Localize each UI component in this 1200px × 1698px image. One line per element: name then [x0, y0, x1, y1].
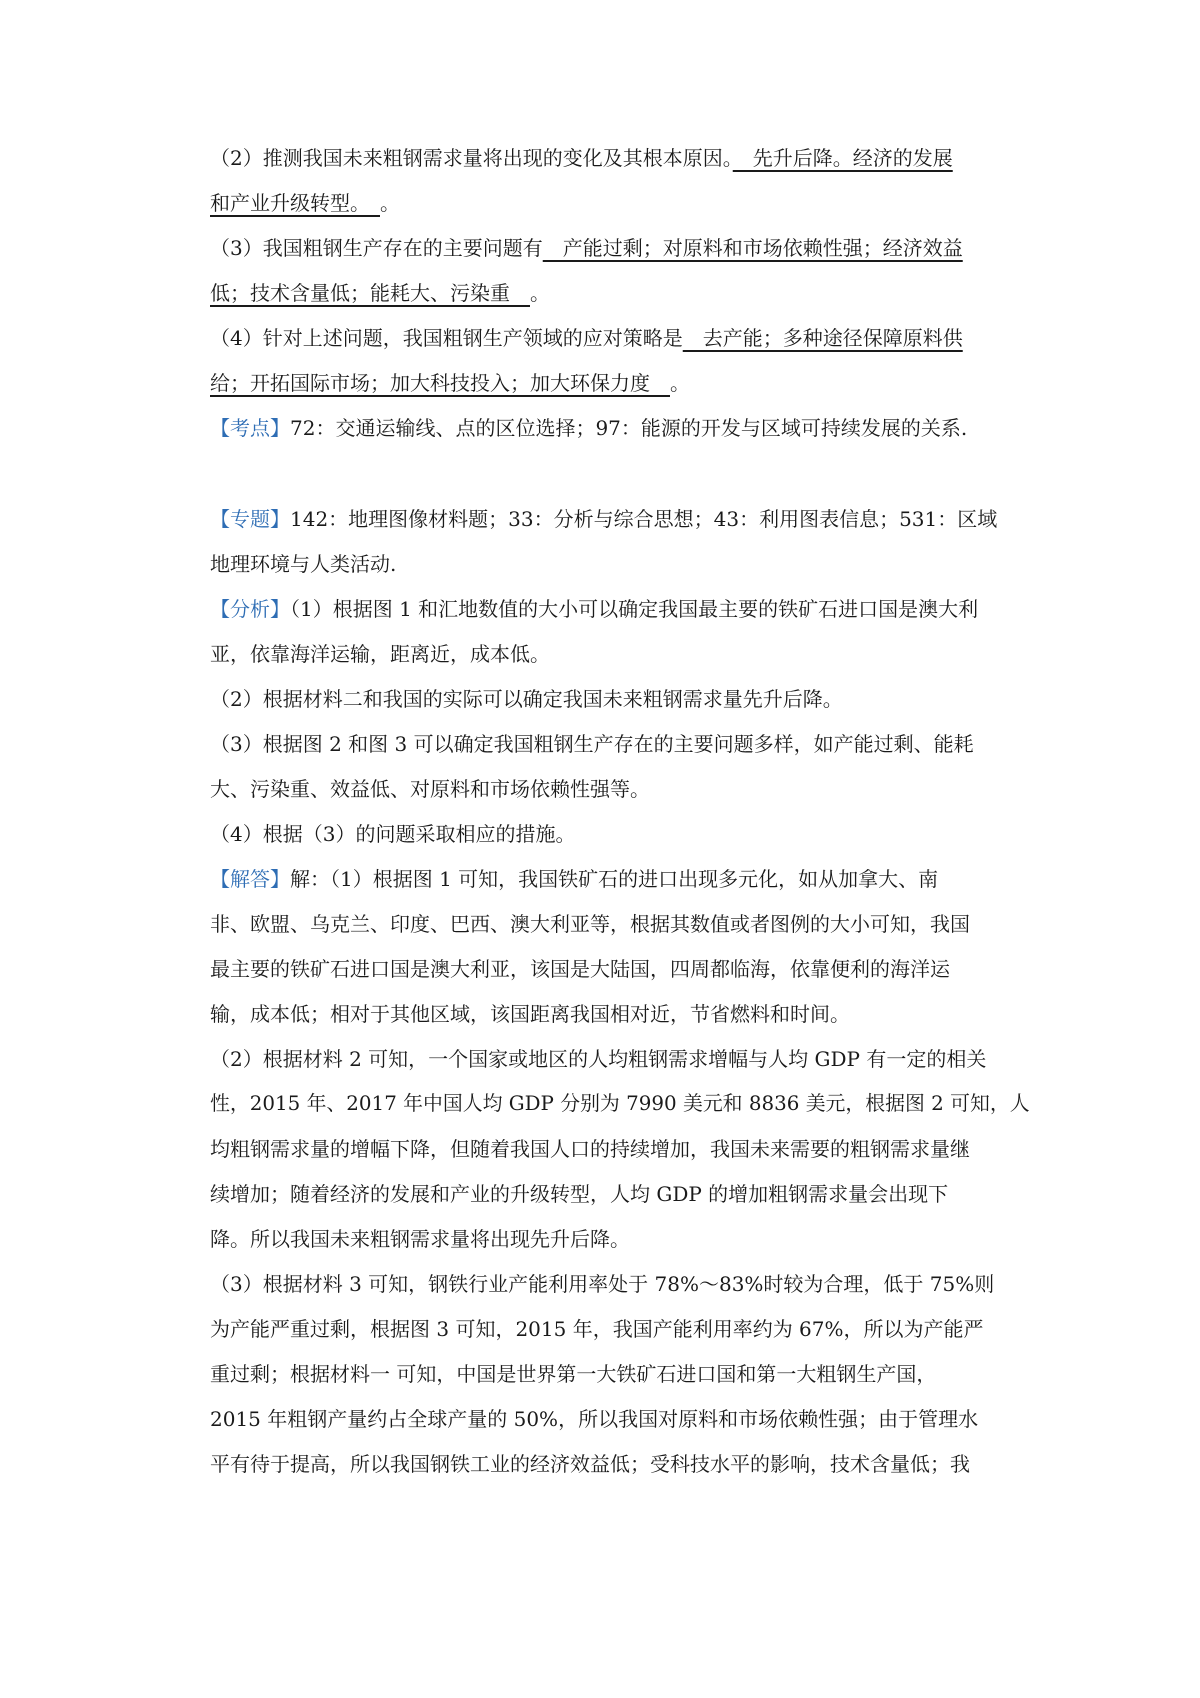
jieda-p3-line-5: 平有待于提高，所以我国钢铁工业的经济效益低；受科技水平的影响，技术含量低；我 — [210, 1452, 970, 1476]
fenxi-p3-line-1: （3）根据图 2 和图 3 可以确定我国粗钢生产存在的主要问题多样，如产能过剩、能耗 — [210, 732, 974, 756]
fenxi-p2: （2）根据材料二和我国的实际可以确定我国未来粗钢需求量先升后降。 — [210, 687, 843, 711]
fenxi-line-1 — [210, 594, 1020, 624]
q4-answer-part-2: 给；开拓国际市场；加大科技投入；加大环保力度 — [210, 371, 670, 395]
q4-answer-part-1: 去产能；多种途径保障原料供 — [682, 326, 963, 350]
q2-line-1 — [210, 143, 1020, 173]
q4-prefix: （4）针对上述问题，我国粗钢生产领域的应对策略是 — [210, 326, 683, 350]
jieda-p3-line-1: （3）根据材料 3 可知，钢铁行业产能利用率处于 78%～83%时较为合理，低于 75%则 — [210, 1272, 995, 1296]
fenxi-p1-line-2: 亚，依靠海洋运输，距离近，成本低。 — [210, 642, 550, 666]
q3-line-2 — [210, 278, 1020, 308]
jieda-p2-line-5: 降。所以我国未来粗钢需求量将出现先升后降。 — [210, 1227, 630, 1251]
jieda-p1-text-1: 解：（1）根据图 1 可知，我国铁矿石的进口出现多元化，如从加拿大、南 — [290, 867, 939, 891]
q3-line-1 — [210, 233, 1020, 263]
jieda-p2-line-2: 性，2015 年、2017 年中国人均 GDP 分别为 7990 美元和 8836 美元，根据图 2 可知，人 — [210, 1092, 1030, 1115]
q2-answer-part-2: 和产业升级转型。 — [210, 191, 380, 215]
zhuanti-line-2: 地理环境与人类活动. — [210, 552, 397, 576]
q2-answer-part-1: 先升后降。经济的发展 — [732, 146, 953, 170]
jieda-p1-line-3: 最主要的铁矿石进口国是澳大利亚，该国是大陆国，四周都临海，依靠便利的海洋运 — [210, 957, 950, 981]
kaodian-label: 【考点】 — [210, 416, 290, 440]
q3-prefix: （3）我国粗钢生产存在的主要问题有 — [210, 236, 543, 260]
q4-line-1 — [210, 323, 1020, 353]
q2-end: 。 — [380, 191, 400, 215]
jieda-p2-line-3: 均粗钢需求量的增幅下降，但随着我国人口的持续增加，我国未来需要的粗钢需求量继 — [210, 1137, 970, 1161]
jieda-p1-line-2: 非、欧盟、乌克兰、印度、巴西、澳大利亚等，根据其数值或者图例的大小可知，我国 — [210, 912, 970, 936]
q3-end: 。 — [530, 281, 550, 305]
jieda-p2-line-1: （2）根据材料 2 可知，一个国家或地区的人均粗钢需求增幅与人均 GDP 有一定的相关 — [210, 1047, 987, 1071]
jieda-p3-line-3: 重过剩；根据材料一 可知，中国是世界第一大铁矿石进口国和第一大粗钢生产国， — [210, 1362, 937, 1386]
jieda-p3-line-2: 为产能严重过剩，根据图 3 可知，2015 年，我国产能利用率约为 67%，所以为产能严 — [210, 1317, 984, 1341]
q4-end: 。 — [670, 371, 690, 395]
zhuanti-label: 【专题】 — [210, 507, 290, 531]
kaodian-line — [210, 413, 1020, 443]
jieda-p3-line-4: 2015 年粗钢产量约占全球产量的 50%，所以我国对原料和市场依赖性强；由于管理水 — [210, 1407, 979, 1431]
q3-answer-part-1: 产能过剩；对原料和市场依赖性强；经济效益 — [542, 236, 963, 260]
q2-line-2 — [210, 188, 1020, 218]
fenxi-p1-text-1: （1）根据图 1 和汇地数值的大小可以确定我国最主要的铁矿石进口国是澳大利 — [290, 597, 979, 621]
fenxi-label: 【分析】 — [210, 597, 290, 621]
jieda-line-1 — [210, 864, 1020, 894]
q3-answer-part-2: 低；技术含量低；能耗大、污染重 — [210, 281, 530, 305]
jieda-label: 【解答】 — [210, 867, 290, 891]
q2-prefix: （2）推测我国未来粗钢需求量将出现的变化及其根本原因。 — [210, 146, 733, 170]
fenxi-p4: （4）根据（3）的问题采取相应的措施。 — [210, 822, 576, 846]
jieda-p2-line-4: 续增加；随着经济的发展和产业的升级转型，人均 GDP 的增加粗钢需求量会出现下 — [210, 1182, 949, 1206]
jieda-p1-line-4: 输，成本低；相对于其他区域，该国距离我国相对近，节省燃料和时间。 — [210, 1002, 850, 1026]
q4-line-2 — [210, 368, 1020, 398]
zhuanti-line-1 — [210, 504, 1020, 534]
kaodian-text: 72：交通运输线、点的区位选择；97：能源的开发与区域可持续发展的关系. — [290, 416, 968, 440]
zhuanti-text-1: 142：地理图像材料题；33：分析与综合思想；43：利用图表信息；531：区域 — [290, 507, 998, 531]
fenxi-p3-line-2: 大、污染重、效益低、对原料和市场依赖性强等。 — [210, 777, 650, 801]
